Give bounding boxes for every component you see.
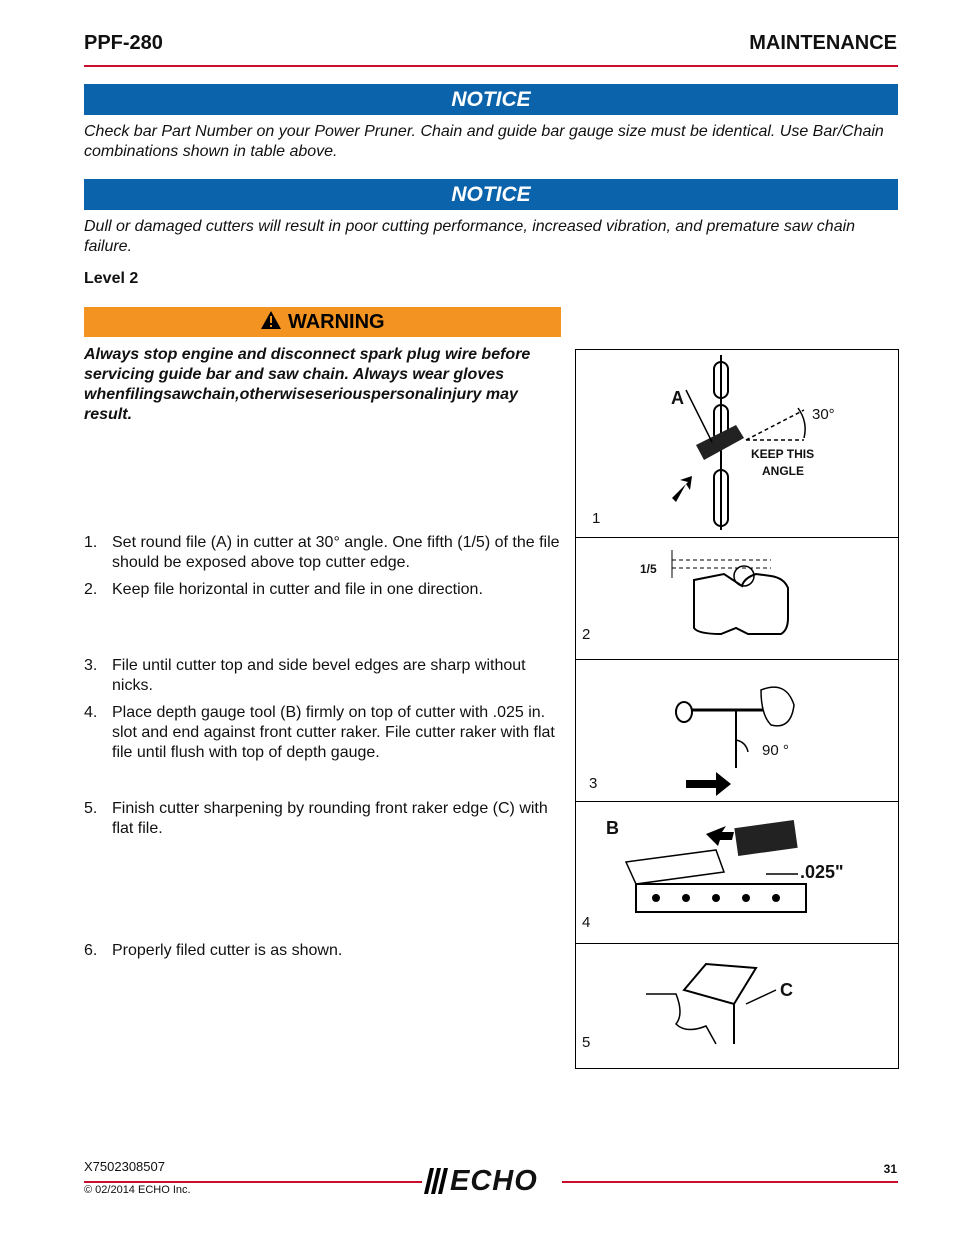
finished-cutter-illustration [576,944,898,1068]
horizontal-filing-illustration [576,660,898,802]
model-name: PPF-280 [84,32,163,54]
figure-number: 1 [592,510,601,527]
figure-2-file-exposure [575,537,899,661]
step-text: Finish cutter sharpening by rounding front raker edge (C) with flat file. [112,800,548,837]
keep-angle-line-2: ANGLE [762,464,804,478]
step-number: 3. [84,657,98,674]
step-text: Place depth gauge tool (B) firmly on top of cutter with .025 in. slot and end against front cutter raker. File cutter raker with flat file until flush with top of depth gauge. [112,704,555,761]
file-angle-illustration [576,350,898,538]
step-item [84,580,564,600]
step-number: 6. [84,942,98,959]
step-item [84,941,564,961]
section-title: MAINTENANCE [749,32,897,54]
copyright: © 02/2014 ECHO Inc. [84,1184,191,1196]
step-text: Properly filed cutter is as shown. [112,942,343,959]
cutter-profile-illustration [576,538,898,660]
step-number: 2. [84,581,98,598]
step-number: 5. [84,800,98,817]
step-text: Keep file horizontal in cutter and file in one direction. [112,581,483,598]
echo-logo [424,1166,560,1196]
notice-text-1: Check bar Part Number on your Power Pruner. Chain and guide bar gauge size must be identical. Use Bar/Chain combinations shown in table above. [84,123,884,160]
label-b: B [606,818,619,838]
keep-angle-line-1: KEEP THIS [751,447,815,461]
level-heading: Level 2 [84,270,139,287]
warning-banner [84,307,561,337]
figure-5-finished-cutter [575,943,899,1069]
figure-number: 5 [582,1034,591,1051]
step-item [84,799,564,839]
step-text: Set round file (A) in cutter at 30° angle. One fifth (1/5) of the file should be exposed above top cutter edge. [112,534,560,571]
notice-text-2: Dull or damaged cutters will result in poor cutting performance, increased vibration, and premature saw chain failure. [84,218,856,255]
fraction-label: 1/5 [640,562,657,576]
warning-triangle-icon [260,310,282,330]
brand-wordmark: ECHO [450,1165,538,1197]
warning-title: WARNING [287,311,385,333]
notice-banner-1: NOTICE [84,84,898,115]
figure-1-file-angle [575,349,899,539]
figure-number: 4 [582,914,591,931]
step-number: 1. [84,534,98,551]
step-item [84,703,564,763]
figure-3-file-horizontal [575,659,899,803]
angle-90-label: 90 ° [762,742,789,759]
footer-rule-right [562,1181,898,1183]
label-c: C [780,980,793,1000]
step-text: File until cutter top and side bevel edges are sharp without nicks. [112,657,526,694]
figure-number: 3 [589,775,598,792]
angle-30-label: 30° [812,406,835,423]
warning-text: Always stop engine and disconnect spark plug wire before servicing guide bar and saw chain. Always wear gloves whenfilingsawchain,otherwiseseriouspersonalinjury may result. [84,346,531,423]
step-item [84,533,564,573]
header-rule [84,65,898,67]
depth-gauge-illustration [576,802,898,944]
part-number: X7502308507 [84,1159,165,1174]
step-item [84,656,564,696]
step-number: 4. [84,704,98,721]
gauge-label: .025" [800,862,844,882]
footer-rule-left [84,1181,422,1183]
page-number: 31 [883,1162,897,1176]
figure-number: 2 [582,626,591,643]
notice-banner-2: NOTICE [84,179,898,210]
figure-4-depth-gauge [575,801,899,945]
label-a: A [671,388,684,408]
